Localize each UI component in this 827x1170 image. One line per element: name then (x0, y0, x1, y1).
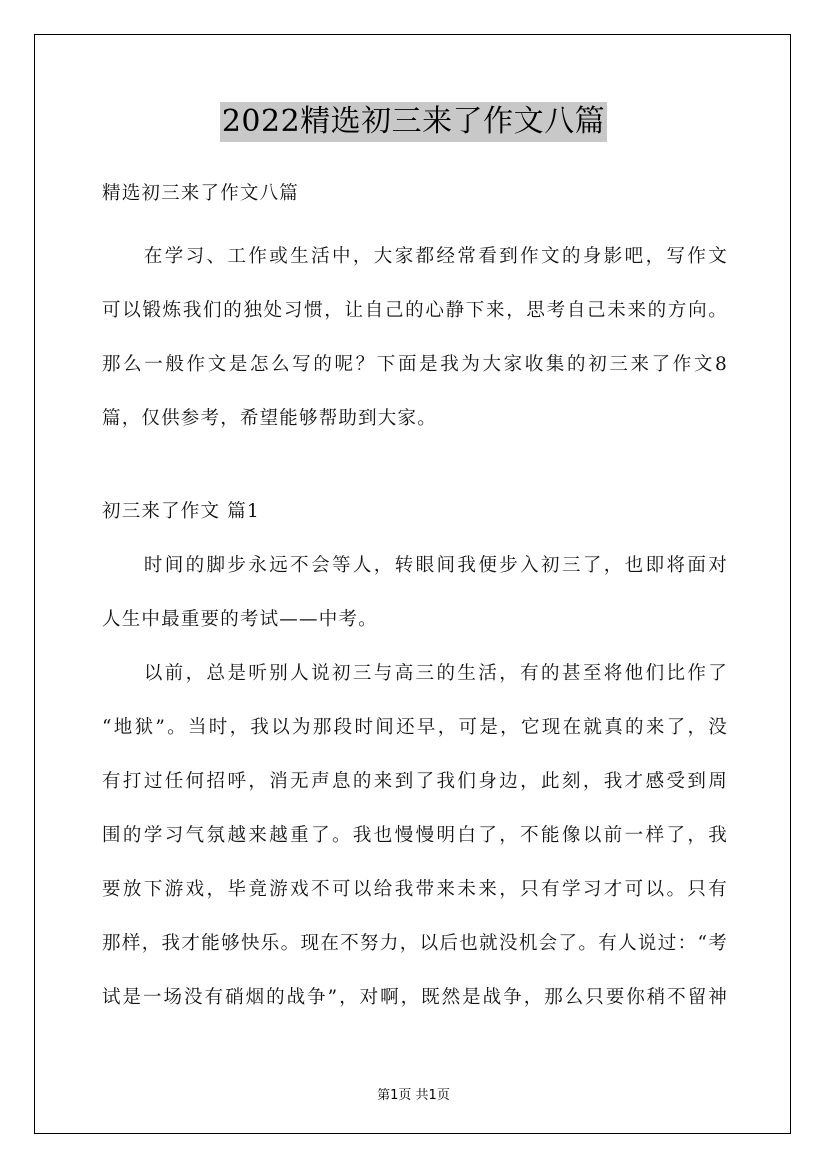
paragraph-line: 时间的脚步永远不会等人，转眼间我便步入初三了，也即将面对 (102, 555, 728, 576)
section-heading: 初三来了作文 篇1 (102, 501, 260, 522)
paragraph-line: 围的学习气氛越来越重了。我也慢慢明白了，不能像以前一样了，我 (102, 825, 728, 846)
intro-line: 篇，仅供参考，希望能够帮助到大家。 (102, 408, 437, 429)
paragraph-line: 试是一场没有硝烟的战争”，对啊，既然是战争，那么只要你稍不留神 (102, 987, 728, 1008)
paragraph-line: 要放下游戏，毕竟游戏不可以给我带来未来，只有学习才可以。只有 (102, 879, 728, 900)
document-subtitle: 精选初三来了作文八篇 (102, 183, 300, 204)
page-footer: 第1页 共1页 (377, 1088, 450, 1103)
paragraph-line: 那样，我才能够快乐。现在不努力，以后也就没机会了。有人说过：“考 (102, 933, 728, 954)
document-title: 2022精选初三来了作文八篇 (220, 102, 607, 142)
intro-paragraph (102, 230, 728, 446)
spacer (102, 530, 728, 539)
intro-line: 在学习、工作或生活中，大家都经常看到作文的身影吧，写作文 (102, 246, 728, 267)
title-container (0, 102, 827, 142)
spacer (102, 446, 728, 494)
intro-line: 那么一般作文是怎么写的呢？下面是我为大家收集的初三来了作文8 (102, 354, 728, 375)
document-body (102, 176, 728, 1025)
section1-paragraph-1 (102, 539, 728, 647)
intro-line: 可以锻炼我们的独处习惯，让自己的心静下来，思考自己未来的方向。 (102, 300, 728, 321)
paragraph-line: 有打过任何招呼，消无声息的来到了我们身边，此刻，我才感受到周 (102, 771, 728, 792)
paragraph-line: “地狱”。当时，我以为那段时间还早，可是，它现在就真的来了，没 (102, 717, 728, 738)
paragraph-line: 以前，总是听别人说初三与高三的生活，有的甚至将他们比作了 (102, 663, 728, 684)
section1-paragraph-2 (102, 647, 728, 1025)
spacer (102, 212, 728, 230)
paragraph-line: 人生中最重要的考试——中考。 (102, 609, 378, 630)
